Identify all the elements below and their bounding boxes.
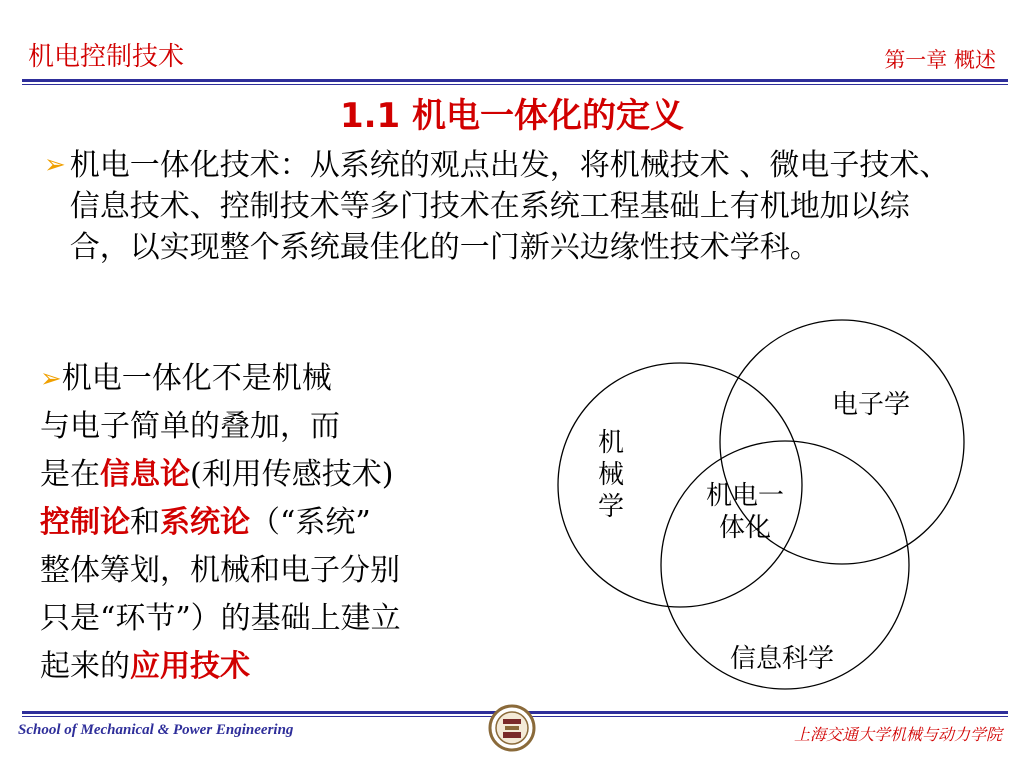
explanation-line-5: 整体筹划，机械和电子分别 [40,553,400,588]
venn-label-electronics: 电子学 [832,390,911,420]
slide-title: 1.1 机电一体化的定义 [339,96,685,136]
highlight-control-theory: 控制论 [40,505,130,540]
explanation-line-4: 控制论和系统论（“系统” [40,505,371,540]
header-divider-thin [22,84,1008,85]
venn-label-center: 机电一 体化 [706,481,785,543]
bullet-arrow-icon: ➢ [40,364,62,394]
bullet-explanation [40,355,580,691]
explanation-line-7: 起来的应用技术 [40,649,250,684]
venn-label-mechanics: 机 械 学 [598,428,625,522]
explanation-line-3: 是在信息论(利用传感技术) [40,457,394,492]
course-title: 机电控制技术 [28,42,185,72]
header-divider [22,79,1008,82]
footer-institute: 上海交通大学机械与动力学院 [793,725,1002,744]
bullet-definition-text: 机电一体化技术：从系统的观点出发，将机械技术 、微电子技术、信息技术、控制技术等多门技术在系统工程基础上有机地加以综合，以实现整个系统最佳化的一门新兴边缘性技术学科。 [69,148,950,265]
bullet-arrow-icon: ➢ [44,150,66,180]
venn-label-information-science: 信息科学 [730,644,835,674]
bullet-definition [44,145,1004,268]
explanation-line-2: 与电子简单的叠加，而 [40,409,340,444]
explanation-line-6: 只是“环节”）的基础上建立 [40,601,401,636]
explanation-line-1: 机电一体化不是机械 [61,361,332,396]
footer-school: School of Mechanical & Power Engineering [18,722,294,738]
chapter-title: 第一章 概述 [884,48,996,72]
university-logo-icon [488,702,536,754]
highlight-applied-technology: 应用技术 [130,649,250,684]
highlight-information-theory: 信息论 [100,457,190,492]
highlight-system-theory: 系统论 [160,505,250,540]
